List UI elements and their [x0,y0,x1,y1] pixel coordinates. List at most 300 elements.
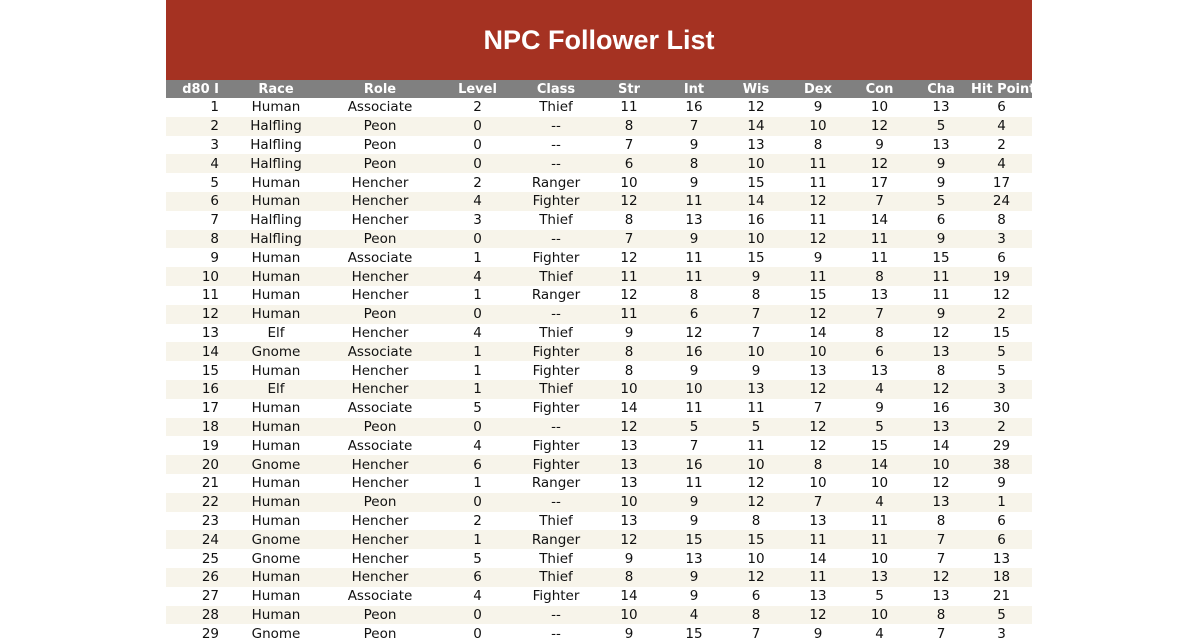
table-cell: 15 [788,286,848,305]
table-cell: 6 [724,587,788,606]
table-cell: 3 [971,380,1032,399]
table-cell: -- [518,305,594,324]
table-cell: Thief [518,380,594,399]
table-cell: -- [518,154,594,173]
table-cell: 14 [594,399,664,418]
table-cell: Halfling [229,230,323,249]
table-cell: 0 [437,305,518,324]
table-cell: 4 [166,154,229,173]
table-cell: 8 [971,211,1032,230]
table-row [166,173,1032,192]
table-cell: 8 [911,606,971,625]
table-row [166,568,1032,587]
table-cell: 13 [911,493,971,512]
table-cell: 5 [724,418,788,437]
table-cell: 12 [594,418,664,437]
table-cell: 10 [594,493,664,512]
table-cell: Hencher [323,530,437,549]
page-title: NPC Follower List [483,24,715,55]
table-cell: 8 [594,361,664,380]
table-cell: 5 [437,549,518,568]
table-cell: Ranger [518,474,594,493]
table-cell: 12 [594,248,664,267]
table-cell: 7 [724,624,788,643]
table-cell: Halfling [229,154,323,173]
table-cell: 9 [664,568,724,587]
table-cell: 8 [911,361,971,380]
table-cell: 8 [594,211,664,230]
table-cell: 15 [664,530,724,549]
table-cell: Associate [323,436,437,455]
table-cell: 8 [848,324,911,343]
table-cell: 12 [788,230,848,249]
table-cell: 2 [166,117,229,136]
table-cell: 12 [594,530,664,549]
table-cell: 12 [911,324,971,343]
table-cell: -- [518,606,594,625]
table-cell: 16 [664,455,724,474]
table-cell: 4 [971,154,1032,173]
table-cell: 10 [724,230,788,249]
table-cell: 29 [971,436,1032,455]
table-cell: 11 [594,267,664,286]
table-row [166,230,1032,249]
table-cell: 18 [166,418,229,437]
table-cell: Peon [323,606,437,625]
table-row [166,380,1032,399]
table-cell: 3 [971,624,1032,643]
table-cell: 6 [971,530,1032,549]
table-cell: 9 [911,154,971,173]
table-cell: Human [229,305,323,324]
table-cell: 4 [437,267,518,286]
table-cell: 14 [911,436,971,455]
table-cell: Fighter [518,455,594,474]
table-cell: 6 [166,192,229,211]
table-cell: 15 [166,361,229,380]
table-cell: 0 [437,230,518,249]
table-cell: Associate [323,342,437,361]
table-row [166,474,1032,493]
table-cell: 14 [788,324,848,343]
table-cell: 12 [724,474,788,493]
table-cell: 12 [788,606,848,625]
table-cell: 15 [724,173,788,192]
table-cell: 14 [724,117,788,136]
table-cell: Ranger [518,173,594,192]
spreadsheet-page [166,0,1044,642]
table-cell: 3 [166,136,229,155]
table-cell: 0 [437,117,518,136]
table-row [166,305,1032,324]
table-cell: Human [229,399,323,418]
table-cell: 13 [594,512,664,531]
table-cell: Hencher [323,568,437,587]
table-cell: 9 [911,305,971,324]
npc-table [166,80,1044,643]
table-cell: 11 [664,474,724,493]
table-cell: 14 [724,192,788,211]
table-cell: 13 [594,436,664,455]
table-cell: 3 [971,230,1032,249]
table-cell: 8 [664,286,724,305]
table-cell: Human [229,436,323,455]
table-cell: 2 [437,512,518,531]
column-header: Con [848,80,911,98]
table-cell: 13 [848,361,911,380]
table-cell: 4 [971,117,1032,136]
table-cell: 0 [437,624,518,643]
table-cell: 12 [911,380,971,399]
table-cell: 16 [664,98,724,117]
table-row [166,530,1032,549]
table-cell: 10 [594,606,664,625]
table-cell: 12 [788,380,848,399]
table-cell: 7 [166,211,229,230]
table-cell: 5 [971,361,1032,380]
table-cell: Thief [518,512,594,531]
table-cell: 8 [594,342,664,361]
table-cell: Elf [229,324,323,343]
table-cell: Peon [323,136,437,155]
table-cell: 10 [724,342,788,361]
table-cell: Human [229,286,323,305]
table-cell: 9 [911,230,971,249]
table-cell: 13 [788,587,848,606]
table-cell: 14 [594,587,664,606]
table-cell: 6 [971,248,1032,267]
table-cell: 6 [911,211,971,230]
table-cell: 21 [971,587,1032,606]
table-cell: 6 [437,455,518,474]
table-cell: 9 [971,474,1032,493]
column-header: Hit Points [971,81,1044,97]
table-cell: 7 [848,305,911,324]
table-cell: 10 [848,606,911,625]
table-cell: 6 [848,342,911,361]
table-cell: 8 [848,267,911,286]
table-cell: 1 [437,380,518,399]
table-row [166,418,1032,437]
table-cell: 8 [788,455,848,474]
column-header: Race [229,80,323,98]
table-cell: 7 [848,192,911,211]
table-cell: 15 [664,624,724,643]
table-row [166,455,1032,474]
table-cell: 21 [166,474,229,493]
table-row [166,117,1032,136]
table-cell: 28 [166,606,229,625]
table-cell: 6 [971,512,1032,531]
table-cell: 12 [166,305,229,324]
table-cell: Thief [518,568,594,587]
table-row [166,286,1032,305]
table-cell: 11 [594,305,664,324]
table-cell: 6 [971,98,1032,117]
table-cell: Human [229,493,323,512]
table-cell: 12 [788,418,848,437]
table-cell: Hencher [323,380,437,399]
table-cell: 2 [971,136,1032,155]
table-cell: 8 [166,230,229,249]
table-cell: 13 [848,568,911,587]
table-row [166,342,1032,361]
table-cell: 15 [724,530,788,549]
table-cell: 5 [911,192,971,211]
table-cell: Fighter [518,248,594,267]
table-cell: 9 [788,98,848,117]
table-cell: Associate [323,587,437,606]
table-cell: 12 [971,286,1032,305]
table-cell: Peon [323,493,437,512]
table-cell: 14 [166,342,229,361]
table-cell: 8 [594,568,664,587]
table-cell: Gnome [229,549,323,568]
table-cell: Human [229,192,323,211]
table-cell: 11 [724,399,788,418]
table-cell: Thief [518,211,594,230]
table-cell: 9 [664,361,724,380]
table-cell: 11 [848,230,911,249]
table-cell: 3 [437,211,518,230]
table-cell: 10 [664,380,724,399]
table-cell: 12 [848,154,911,173]
table-cell: 5 [971,606,1032,625]
table-cell: 9 [664,587,724,606]
column-header: d80 I [166,80,229,98]
table-cell: Thief [518,324,594,343]
table-cell: Hencher [323,286,437,305]
table-cell: 20 [166,455,229,474]
table-cell: -- [518,418,594,437]
table-cell: 15 [971,324,1032,343]
table-cell: 4 [437,324,518,343]
table-cell: -- [518,493,594,512]
table-cell: Associate [323,248,437,267]
table-cell: 13 [911,587,971,606]
table-cell: Hencher [323,211,437,230]
table-cell: 14 [788,549,848,568]
table-cell: 8 [664,154,724,173]
table-cell: 7 [664,436,724,455]
table-cell: 7 [724,324,788,343]
table-row [166,606,1032,625]
table-cell: 13 [166,324,229,343]
table-cell: 7 [594,136,664,155]
table-cell: 7 [724,305,788,324]
table-cell: 15 [911,248,971,267]
table-cell: Peon [323,117,437,136]
table-cell: -- [518,624,594,643]
table-cell: Halfling [229,211,323,230]
table-cell: 9 [664,136,724,155]
table-cell: 12 [724,568,788,587]
table-cell: 13 [788,512,848,531]
table-cell: Peon [323,230,437,249]
table-cell: 1 [437,286,518,305]
table-cell: 2 [971,418,1032,437]
table-cell: 12 [724,98,788,117]
table-cell: 7 [788,493,848,512]
table-cell: 19 [971,267,1032,286]
table-cell: 17 [166,399,229,418]
column-header: Wis [724,80,788,98]
table-cell: 2 [971,305,1032,324]
table-cell: Fighter [518,399,594,418]
table-cell: 1 [437,361,518,380]
table-cell: Human [229,587,323,606]
table-cell: 9 [788,624,848,643]
table-cell: 13 [911,418,971,437]
table-cell: 9 [724,267,788,286]
table-cell: 11 [664,192,724,211]
table-cell: 22 [166,493,229,512]
table-cell: 23 [166,512,229,531]
table-cell: Associate [323,98,437,117]
table-cell: 10 [848,98,911,117]
table-cell: 0 [437,418,518,437]
table-cell: 9 [594,549,664,568]
table-cell: 9 [788,248,848,267]
table-cell: Hencher [323,173,437,192]
column-header: Level [437,80,518,98]
table-cell: 15 [848,436,911,455]
table-cell: Hencher [323,474,437,493]
table-cell: 12 [911,568,971,587]
table-cell: 1 [437,474,518,493]
table-cell: 8 [788,136,848,155]
table-cell: 13 [594,455,664,474]
table-cell: -- [518,117,594,136]
table-cell: 24 [166,530,229,549]
table-cell: 7 [911,549,971,568]
table-cell: 8 [724,512,788,531]
table-cell: 18 [971,568,1032,587]
table-cell: 8 [724,286,788,305]
column-header: Str [594,80,664,98]
table-cell: 2 [437,98,518,117]
table-cell: 8 [911,512,971,531]
table-cell: Associate [323,399,437,418]
table-row [166,136,1032,155]
table-row [166,436,1032,455]
table-cell: 5 [971,342,1032,361]
table-cell: 29 [166,624,229,643]
table-cell: 5 [664,418,724,437]
table-cell: 4 [848,380,911,399]
table-cell: 1 [971,493,1032,512]
table-cell: Thief [518,98,594,117]
table-cell: 13 [724,380,788,399]
table-cell: 4 [848,493,911,512]
table-cell: 5 [911,117,971,136]
table-row [166,324,1032,343]
table-cell: 6 [594,154,664,173]
table-cell: 11 [788,267,848,286]
table-cell: 11 [788,568,848,587]
table-cell: 5 [166,173,229,192]
table-cell: 0 [437,154,518,173]
table-cell: Hencher [323,455,437,474]
table-cell: 11 [788,154,848,173]
table-cell: 10 [724,154,788,173]
table-cell: Gnome [229,455,323,474]
table-cell: 10 [848,474,911,493]
table-row [166,549,1032,568]
table-cell: 4 [848,624,911,643]
table-cell: 12 [788,305,848,324]
table-cell: Gnome [229,624,323,643]
table-cell: 5 [437,399,518,418]
table-row [166,267,1032,286]
table-cell: 8 [724,606,788,625]
table-cell: 9 [848,399,911,418]
table-cell: 7 [911,530,971,549]
table-cell: 11 [664,267,724,286]
column-header: Role [323,80,437,98]
table-cell: 12 [848,117,911,136]
table-cell: 16 [664,342,724,361]
table-cell: Ranger [518,286,594,305]
table-cell: 13 [911,342,971,361]
table-cell: 13 [971,549,1032,568]
table-cell: Hencher [323,324,437,343]
table-cell: 6 [664,305,724,324]
table-cell: 7 [911,624,971,643]
table-row [166,399,1032,418]
table-cell: 9 [848,136,911,155]
table-cell: 13 [664,549,724,568]
table-cell: 12 [788,436,848,455]
table-row [166,361,1032,380]
table-cell: -- [518,136,594,155]
table-cell: 11 [724,436,788,455]
table-cell: 0 [437,606,518,625]
table-cell: 13 [911,98,971,117]
table-cell: 9 [166,248,229,267]
table-cell: 9 [664,230,724,249]
header-row [166,80,1032,98]
table-cell: 11 [848,248,911,267]
table-cell: 16 [724,211,788,230]
table-cell: 16 [166,380,229,399]
table-cell: Halfling [229,117,323,136]
table-cell: 7 [664,117,724,136]
table-cell: Human [229,173,323,192]
table-cell: 0 [437,136,518,155]
table-cell: 4 [437,192,518,211]
table-cell: 9 [664,493,724,512]
table-cell: 9 [724,361,788,380]
table-cell: Human [229,512,323,531]
table-cell: 38 [971,455,1032,474]
table-cell: 14 [848,455,911,474]
table-cell: 10 [788,474,848,493]
table-cell: Gnome [229,530,323,549]
table-cell: 9 [911,173,971,192]
table-cell: Gnome [229,342,323,361]
table-cell: 10 [724,455,788,474]
table-cell: 5 [848,418,911,437]
title-banner [166,0,1032,80]
table-cell: 10 [788,117,848,136]
table-cell: 10 [166,267,229,286]
table-cell: 10 [594,173,664,192]
table-cell: Human [229,248,323,267]
table-cell: Fighter [518,342,594,361]
table-cell: Hencher [323,192,437,211]
table-cell: Human [229,267,323,286]
